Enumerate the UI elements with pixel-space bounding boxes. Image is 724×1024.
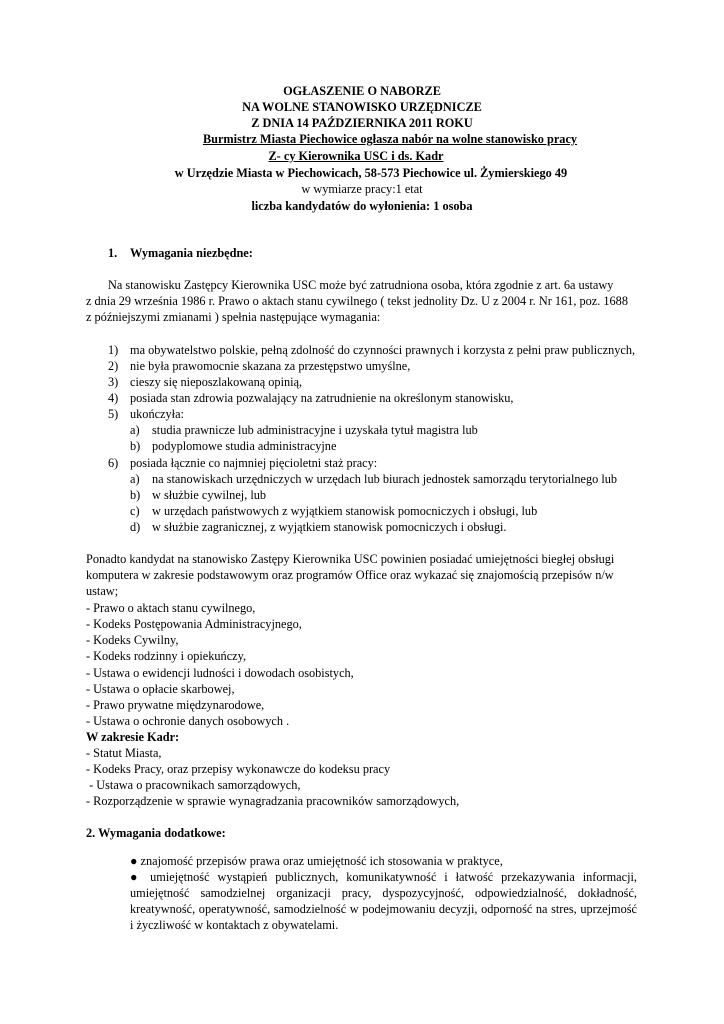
section1-intro-line: Na stanowisku Zastępcy Kierownika USC może być zatrudniona osoba, która zgodnie z art. 6a ustawy <box>108 278 614 292</box>
kadr-item: - Ustawa o pracownikach samorządowych, <box>86 778 301 792</box>
sublist-item-letter: c) <box>130 504 140 518</box>
section2-title: 2. Wymagania dodatkowe: <box>86 826 226 840</box>
law-item: - Prawo prywatne międzynarodowe, <box>86 698 265 712</box>
notice-subtitle: NA WOLNE STANOWISKO URZĘDNICZE <box>242 100 482 114</box>
kadr-item: - Kodeks Pracy, oraz przepisy wykonawcze do kodeksu pracy <box>86 762 391 776</box>
sublist-item-letter: b) <box>130 439 141 453</box>
notice-date: Z DNIA 14 PAŹDZIERNIKA 2011 ROKU <box>251 116 473 130</box>
list-item-number: 5) <box>108 407 119 421</box>
law-item: - Prawo o aktach stanu cywilnego, <box>86 601 256 615</box>
paragraph-line: Ponadto kandydat na stanowisko Zastępy Kierownika USC powinien posiadać umiejętności biegłej obsługi <box>86 552 615 566</box>
additional-requirement-line: i życzliwość w kontaktach z obywatelami. <box>130 918 339 932</box>
list-item-number: 2) <box>108 359 119 373</box>
list-item-number: 3) <box>108 375 119 389</box>
additional-requirement-line: kreatywność, operatywność, samodzielność w podejmowaniu decyzji, odporność na stres, uprzejmość <box>130 902 637 916</box>
sublist-item: podyplomowe studia administracyjne <box>152 439 337 453</box>
list-item: posiada stan zdrowia pozwalający na zatrudnienie na określonym stanowisku, <box>130 391 514 405</box>
sublist-item: w urzędach państwowych z wyjątkiem stanowisk pomocniczych i obsługi, lub <box>152 504 538 518</box>
list-item-number: 4) <box>108 391 119 405</box>
notice-announcer: Burmistrz Miasta Piechowice ogłasza nabór na wolne stanowisko pracy <box>202 132 578 146</box>
sublist-item-letter: a) <box>130 423 140 437</box>
sublist-item-letter: b) <box>130 488 141 502</box>
notice-office: w Urzędzie Miasta w Piechowicach, 58-573 Piechowice ul. Żymierskiego 49 <box>174 166 568 180</box>
law-item: - Kodeks Cywilny, <box>86 633 179 647</box>
section1-intro-line: z dnia 29 września 1986 r. Prawo o aktach stanu cywilnego ( tekst jednolity Dz. U z 2004 r. Nr 161, poz. 1688 <box>86 294 628 308</box>
law-item: - Ustawa o ochronie danych osobowych . <box>86 714 290 728</box>
list-item-number: 6) <box>108 456 119 470</box>
list-item-number: 1) <box>108 343 119 357</box>
section1-title: Wymagania niezbędne: <box>130 246 253 260</box>
paragraph-line: komputera w zakresie podstawowym oraz programów Office oraz wykazać się znajomością przepisów n/w <box>86 568 614 582</box>
kadr-heading: W zakresie Kadr: <box>86 730 180 744</box>
list-item: posiada łącznie co najmniej pięcioletni staż pracy: <box>130 456 378 470</box>
section1-number: 1. <box>108 246 118 260</box>
additional-requirement: ● znajomość przepisów prawa oraz umiejętność ich stosowania w praktyce, <box>130 854 503 868</box>
notice-position: Z- cy Kierownika USC i ds. Kadr <box>268 149 444 163</box>
additional-requirement-line: umiejętność samodzielnej organizacji pracy, dyspozycyjność, odpowiedzialność, dokładność, <box>130 886 637 900</box>
paragraph-line: ustaw; <box>86 584 119 598</box>
kadr-item: - Rozporządzenie w sprawie wynagradzania pracowników samorządowych, <box>86 794 460 808</box>
additional-requirement-line: ● umiejętność wystąpień publicznych, komunikatywność i łatwość przekazywania informacji, <box>130 870 637 884</box>
notice-title: OGŁASZENIE O NABORZE <box>283 84 441 98</box>
kadr-item: - Statut Miasta, <box>86 746 162 760</box>
sublist-item: w służbie cywilnej, lub <box>152 488 267 502</box>
law-item: - Ustawa o opłacie skarbowej, <box>86 682 235 696</box>
sublist-item: studia prawnicze lub administracyjne i uzyskała tytuł magistra lub <box>152 423 478 437</box>
list-item: ma obywatelstwo polskie, pełną zdolność do czynności prawnych i korzysta z pełni praw publicznych, <box>130 343 636 357</box>
notice-workload: w wymiarze pracy:1 etat <box>301 182 423 196</box>
sublist-item-letter: a) <box>130 472 140 486</box>
list-item: cieszy się nieposzlakowaną opinią, <box>130 375 303 389</box>
section1-intro-line: z późniejszymi zmianami ) spełnia następujące wymagania: <box>86 310 381 324</box>
notice-candidates: liczba kandydatów do wyłonienia: 1 osoba <box>251 199 473 213</box>
sublist-item-letter: d) <box>130 520 141 534</box>
list-item: nie była prawomocnie skazana za przestępstwo umyślne, <box>130 359 411 373</box>
list-item: ukończyła: <box>130 407 184 421</box>
law-item: - Kodeks rodzinny i opiekuńczy, <box>86 649 247 663</box>
law-item: - Kodeks Postępowania Administracyjnego, <box>86 617 302 631</box>
sublist-item: w służbie zagranicznej, z wyjątkiem stanowisk pomocniczych i obsługi. <box>152 520 507 534</box>
sublist-item: na stanowiskach urzędniczych w urzędach lub biurach jednostek samorządu terytorialnego lub <box>152 472 618 486</box>
law-item: - Ustawa o ewidencji ludności i dowodach osobistych, <box>86 666 354 680</box>
